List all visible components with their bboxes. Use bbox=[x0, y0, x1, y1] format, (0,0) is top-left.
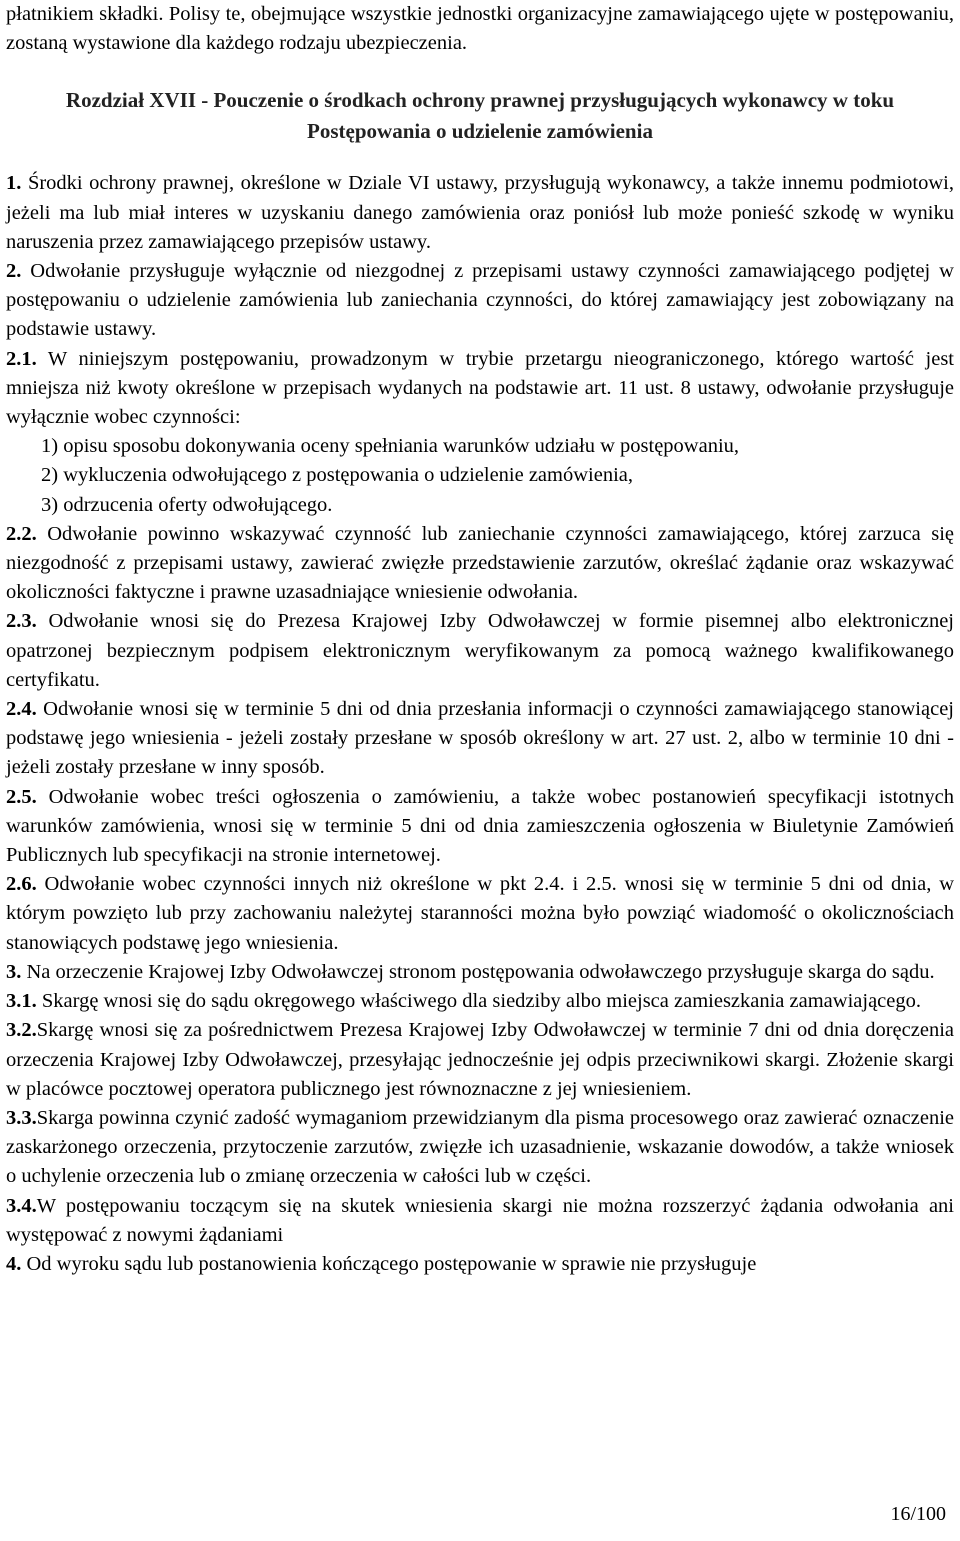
paragraph-number: 3.3. bbox=[6, 1106, 37, 1129]
intro-paragraph: płatnikiem składki. Polisy te, obejmujące wszystkie jednostki organizacyjne zamawiającego ujęte w postępowaniu, zostaną wystawione dla każdego rodzaju ubezpieczenia. bbox=[6, 3, 954, 55]
enumerated-list bbox=[6, 432, 954, 520]
paragraph-text: W niniejszym postępowaniu, prowadzonym w trybie przetargu nieograniczonego, którego wartość jest mniejsza niż kwoty określone w przepisach wydanych na podstawie art. 11 ust. 8 ustawy, odwołanie przysługuje wyłącznie wobec czynności: bbox=[6, 347, 954, 429]
paragraph-3-4 bbox=[6, 1192, 954, 1250]
paragraph-1 bbox=[6, 169, 954, 257]
paragraph-2-3 bbox=[6, 607, 954, 695]
paragraph-number: 2.5. bbox=[6, 785, 37, 808]
paragraph-2-6 bbox=[6, 870, 954, 958]
paragraph-number: 2.6. bbox=[6, 873, 37, 896]
paragraph-3-2 bbox=[6, 1016, 954, 1104]
document-page bbox=[6, 0, 954, 1279]
paragraph-3 bbox=[6, 958, 954, 987]
paragraph-text: Skarga powinna czynić zadość wymaganiom przewidzianym dla pisma procesowego oraz zawierać oznaczenie zaskarżonego orzeczenia, przytoczenie zarzutów, zwięzłe ich uzasadnienie, wskazanie dowodów, a także wniosek o uchylenie orzeczenia lub o zmianę orzeczenia w całości lub w części. bbox=[6, 1106, 954, 1188]
paragraph-text: Skargę wnosi się do sądu okręgowego właściwego dla siedziby albo miejsca zamieszkania zamawiającego. bbox=[36, 990, 921, 1013]
paragraph-number: 2.1. bbox=[6, 347, 37, 370]
paragraph-number: 2.3. bbox=[6, 610, 37, 633]
paragraph-2 bbox=[6, 257, 954, 345]
list-item: 2) wykluczenia odwołującego z postępowania o udzielenie zamówienia, bbox=[41, 464, 633, 487]
chapter-title: Rozdział XVII - Pouczenie o środkach ochrony prawnej przysługujących wykonawcy w toku Postępowania o udzielenie zamówienia bbox=[65, 88, 895, 144]
paragraph-number: 1. bbox=[6, 172, 22, 195]
paragraph-text: Odwołanie wnosi się w terminie 5 dni od dnia przesłania informacji o czynności zamawiającego stanowiącej podstawę jego wniesienia - jeżeli zostały przesłane w sposób określony w art. 27 ust. 2, albo w terminie 10 dni - jeżeli zostały przesłane w inny sposób. bbox=[6, 698, 954, 779]
paragraph-number: 2.2. bbox=[6, 522, 37, 545]
page-number: 16/100 bbox=[890, 1503, 946, 1525]
paragraph-text: Na orzeczenie Krajowej Izby Odwoławczej stronom postępowania odwoławczego przysługuje skarga do sądu. bbox=[21, 960, 935, 983]
paragraph-2-1 bbox=[6, 345, 954, 433]
paragraph-number: 3.2. bbox=[6, 1019, 37, 1042]
paragraph-2-4 bbox=[6, 695, 954, 783]
paragraph-text: Skargę wnosi się za pośrednictwem Prezesa Krajowej Izby Odwoławczej w terminie 7 dni od dnia doręczenia orzeczenia Krajowej Izby Odwoławczej, przesyłając jednocześnie jej odpis przeciwnikowi skargi. Złożenie skargi w placówce pocztowej operatora publicznego jest równoznaczne z jej wniesieniem. bbox=[6, 1019, 954, 1100]
paragraph-text: Środki ochrony prawnej, określone w Dziale VI ustawy, przysługują wykonawcy, a także innemu podmiotowi, jeżeli ma lub miał interes w uzyskaniu danego zamówienia oraz poniósł lub może ponieść szkodę w wyniku naruszenia przez zamawiającego przepisów ustawy. bbox=[6, 172, 954, 253]
paragraph-text: Od wyroku sądu lub postanowienia kończącego postępowanie w sprawie nie przysługuje bbox=[21, 1252, 757, 1275]
paragraph-2-5 bbox=[6, 783, 954, 871]
paragraph-text: Odwołanie powinno wskazywać czynność lub zaniechanie czynności zamawiającego, której zarzuca się niezgodność z przepisami ustawy, zawierać zwięzłe przedstawienie zarzutów, określać żądanie oraz wskazywać okoliczności faktyczne i prawne uzasadniające wniesienie odwołania. bbox=[6, 522, 954, 604]
paragraph-number: 2.4. bbox=[6, 698, 37, 721]
paragraph-number: 3.4. bbox=[6, 1194, 37, 1217]
paragraph-number: 2. bbox=[6, 260, 22, 283]
paragraph-number: 3. bbox=[6, 960, 22, 983]
paragraph-text: Odwołanie wobec treści ogłoszenia o zamówieniu, a także wobec postanowień specyfikacji istotnych warunków zamówienia, wnosi się w terminie 5 dni od dnia zamieszczenia ogłoszenia w Biuletynie Zamówień Publicznych lub specyfikacji na stronie internetowej. bbox=[6, 785, 954, 867]
paragraph-text: Odwołanie przysługuje wyłącznie od niezgodnej z przepisami ustawy czynności zamawiającego podjętej w postępowaniu o udzielenie zamówienia lub zaniechania czynności, do której zamawiający jest zobowiązany na podstawie ustawy. bbox=[6, 260, 954, 341]
paragraph-text: Odwołanie wnosi się do Prezesa Krajowej Izby Odwoławczej w formie pisemnej albo elektronicznej opatrzonej bezpiecznym podpisem elektronicznym weryfikowanym za pomocą ważnego kwalifikowanego certyfikatu. bbox=[6, 610, 954, 691]
paragraph-3-1 bbox=[6, 987, 954, 1016]
paragraph-number: 3.1. bbox=[6, 990, 37, 1013]
paragraph-4 bbox=[6, 1250, 954, 1279]
paragraph-number: 4. bbox=[6, 1252, 22, 1275]
paragraph-3-3 bbox=[6, 1104, 954, 1192]
paragraph-text: Odwołanie wobec czynności innych niż określone w pkt 2.4. i 2.5. wnosi się w terminie 5 dni od dnia, w którym powzięto lub przy zachowaniu należytej staranności można było powziąć wiadomość o okolicznościach stanowiących podstawę jego wniesienia. bbox=[6, 873, 954, 954]
paragraph-text: W postępowaniu toczącym się na skutek wniesienia skargi nie można rozszerzyć żądania odwołania ani występować z nowymi żądaniami bbox=[6, 1194, 954, 1246]
list-item: 1) opisu sposobu dokonywania oceny spełniania warunków udziału w postępowaniu, bbox=[41, 435, 740, 458]
paragraph-2-2 bbox=[6, 520, 954, 608]
list-item: 3) odrzucenia oferty odwołującego. bbox=[41, 493, 333, 516]
